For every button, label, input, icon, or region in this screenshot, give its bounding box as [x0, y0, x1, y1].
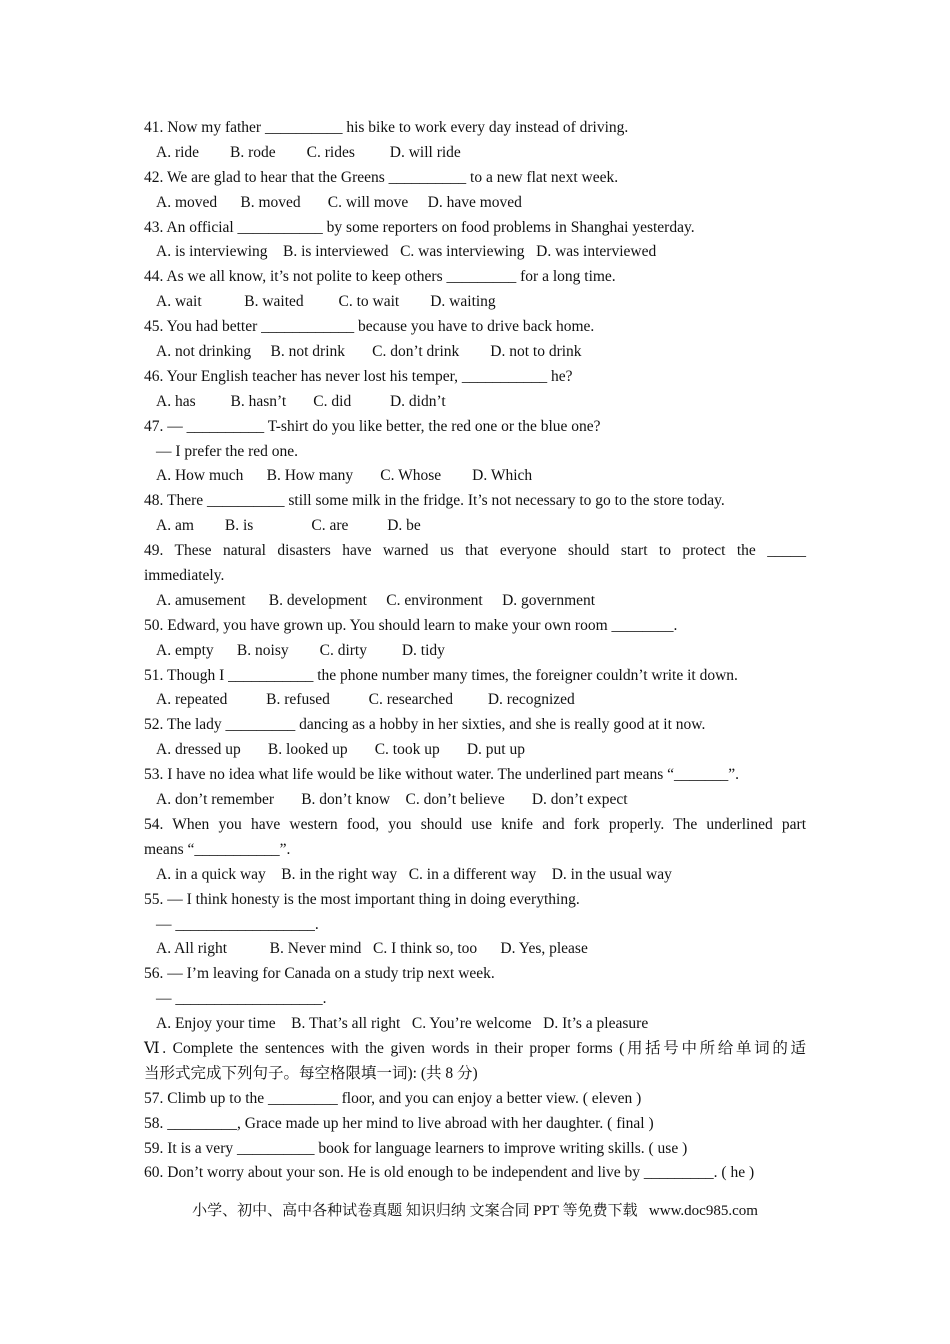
question-line: 49. These natural disasters have warned us that everyone should start to protect the _____ — [144, 542, 806, 560]
option-line: A. dressed up B. looked up C. took up D. put up — [156, 741, 525, 759]
question-line: 59. It is a very __________ book for language learners to improve writing skills. ( use ) — [144, 1139, 688, 1157]
option-line: A. moved B. moved C. will move D. have moved — [156, 193, 522, 211]
question-line: 42. We are glad to hear that the Greens __________ to a new flat next week. — [144, 168, 619, 186]
exam-text-block — [144, 116, 806, 1186]
question-line: Ⅵ. Complete the sentences with the given words in their proper forms (用括号中所给单词的适 — [144, 1039, 806, 1057]
option-line: A. amusement B. development C. environment D. government — [156, 591, 596, 609]
question-line: 55. — I think honesty is the most important thing in doing everything. — [144, 890, 580, 908]
question-line: 52. The lady _________ dancing as a hobby in her sixties, and she is really good at it now. — [144, 716, 706, 734]
option-line: A. empty B. noisy C. dirty D. tidy — [156, 641, 445, 659]
question-line: 54. When you have western food, you should use knife and fork properly. The underlined part — [144, 815, 806, 833]
option-line: A. Enjoy your time B. That’s all right C. You’re welcome D. It’s a pleasure — [156, 1015, 649, 1033]
option-line: A. How much B. How many C. Whose D. Which — [156, 467, 533, 485]
question-line: 当形式完成下列句子。每空格限填一词): (共 8 分) — [144, 1064, 478, 1082]
question-line: immediately. — [144, 567, 225, 585]
question-line: 58. _________, Grace made up her mind to live abroad with her daughter. ( final ) — [144, 1114, 654, 1132]
option-line: A. wait B. waited C. to wait D. waiting — [156, 293, 496, 311]
option-line: — I prefer the red one. — [156, 442, 299, 460]
option-line: A. am B. is C. are D. be — [156, 517, 421, 535]
option-line: A. don’t remember B. don’t know C. don’t believe D. don’t expect — [156, 791, 628, 809]
question-line: 53. I have no idea what life would be like without water. The underlined part means “_______”. — [144, 766, 740, 784]
question-line: 50. Edward, you have grown up. You should learn to make your own room ________. — [144, 616, 678, 634]
option-line: A. has B. hasn’t C. did D. didn’t — [156, 392, 446, 410]
question-line: 43. An official ___________ by some reporters on food problems in Shanghai yesterday. — [144, 218, 695, 236]
question-line: 46. Your English teacher has never lost his temper, ___________ he? — [144, 367, 573, 385]
question-line: means “___________”. — [144, 840, 291, 858]
question-line: 51. Though I ___________ the phone number many times, the foreigner couldn’t write it down. — [144, 666, 738, 684]
question-line: 47. — __________ T-shirt do you like better, the red one or the blue one? — [144, 417, 601, 435]
option-line: — __________________. — [156, 915, 319, 933]
question-line: 56. — I’m leaving for Canada on a study trip next week. — [144, 965, 495, 983]
question-line: 45. You had better ____________ because you have to drive back home. — [144, 318, 595, 336]
option-line: A. ride B. rode C. rides D. will ride — [156, 143, 461, 161]
option-line: A. in a quick way B. in the right way C. in a different way D. in the usual way — [156, 865, 672, 883]
question-line: 57. Climb up to the _________ floor, and you can enjoy a better view. ( eleven ) — [144, 1089, 642, 1107]
option-line: A. repeated B. refused C. researched D. recognized — [156, 691, 575, 709]
question-line: 60. Don’t worry about your son. He is old enough to be independent and live by _________. ( he ) — [144, 1164, 755, 1182]
question-line: 44. As we all know, it’s not polite to keep others _________ for a long time. — [144, 268, 616, 286]
question-line: 48. There __________ still some milk in the fridge. It’s not necessary to go to the store today. — [144, 492, 725, 510]
option-line: A. is interviewing B. is interviewed C. was interviewing D. was interviewed — [156, 243, 657, 261]
question-line: 41. Now my father __________ his bike to work every day instead of driving. — [144, 119, 629, 136]
page-footer: 小学、初中、高中各种试卷真题 知识归纳 文案合同 PPT 等免费下载 www.doc985.com — [192, 1203, 758, 1219]
option-line: — ___________________. — [156, 990, 327, 1008]
option-line: A. All right B. Never mind C. I think so, too D. Yes, please — [156, 940, 588, 958]
option-line: A. not drinking B. not drink C. don’t drink D. not to drink — [156, 343, 582, 361]
